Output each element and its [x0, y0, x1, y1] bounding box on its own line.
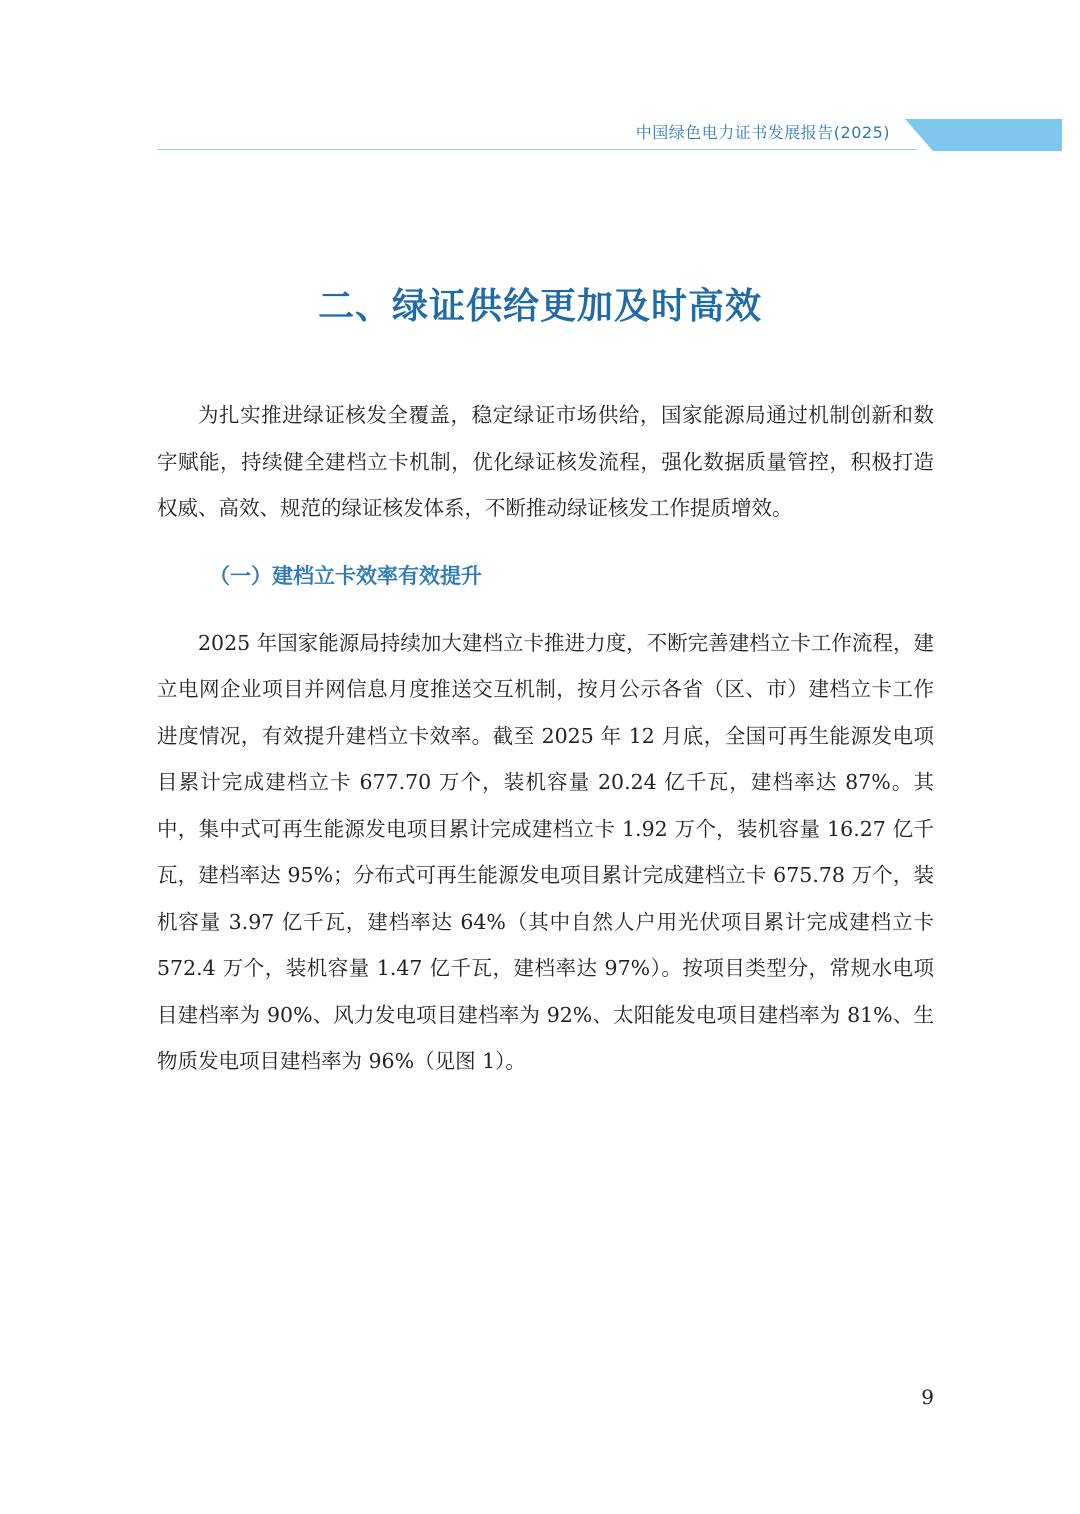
body-content — [157, 392, 934, 1085]
header-rule — [157, 149, 917, 150]
intro-paragraph: 为扎实推进绿证核发全覆盖，稳定绿证市场供给，国家能源局通过机制创新和数字赋能，持续健全建档立卡机制，优化绿证核发流程，强化数据质量管控，积极打造权威、高效、规范的绿证核发体系，不断推动绿证核发工作提质增效。 — [157, 403, 934, 520]
header-accent-band — [905, 119, 1062, 151]
running-header-title: 中国绿色电力证书发展报告(2025) — [635, 123, 890, 142]
chapter-title: 二、绿证供给更加及时高效 — [317, 286, 762, 327]
page-number: 9 — [921, 1385, 934, 1409]
section-paragraph: 2025 年国家能源局持续加大建档立卡推进力度，不断完善建档立卡工作流程，建立电网企业项目并网信息月度推送交互机制，按月公示各省（区、市）建档立卡工作进度情况，有效提升建档立卡效率。截至 2025 年 12 月底，全国可再生能源发电项目累计完成建档立卡 677.70 万个，装机容量 20.24 亿千瓦，建档率达 87%。其中，集中式可再生能源发电项目累计完成建档立卡 1.92 万个，装机容量 16.27 亿千瓦，建档率达 95%；分布式可再生能源发电项目累计完成建档立卡 675.78 万个，装机容量 3.97 亿千瓦，建档率达 64%（其中自然人户用光伏项目累计完成建档立卡 572.4 万个，装机容量 1.47 亿千瓦，建档率达 97%）。按项目类型分，常规水电项目建档率为 90%、风力发电项目建档率为 92%、太阳能发电项目建档率为 81%、生物质发电项目建档率为 96%（见图 1）。 — [157, 630, 934, 1073]
section-heading: （一）建档立卡效率有效提升 — [209, 563, 482, 588]
